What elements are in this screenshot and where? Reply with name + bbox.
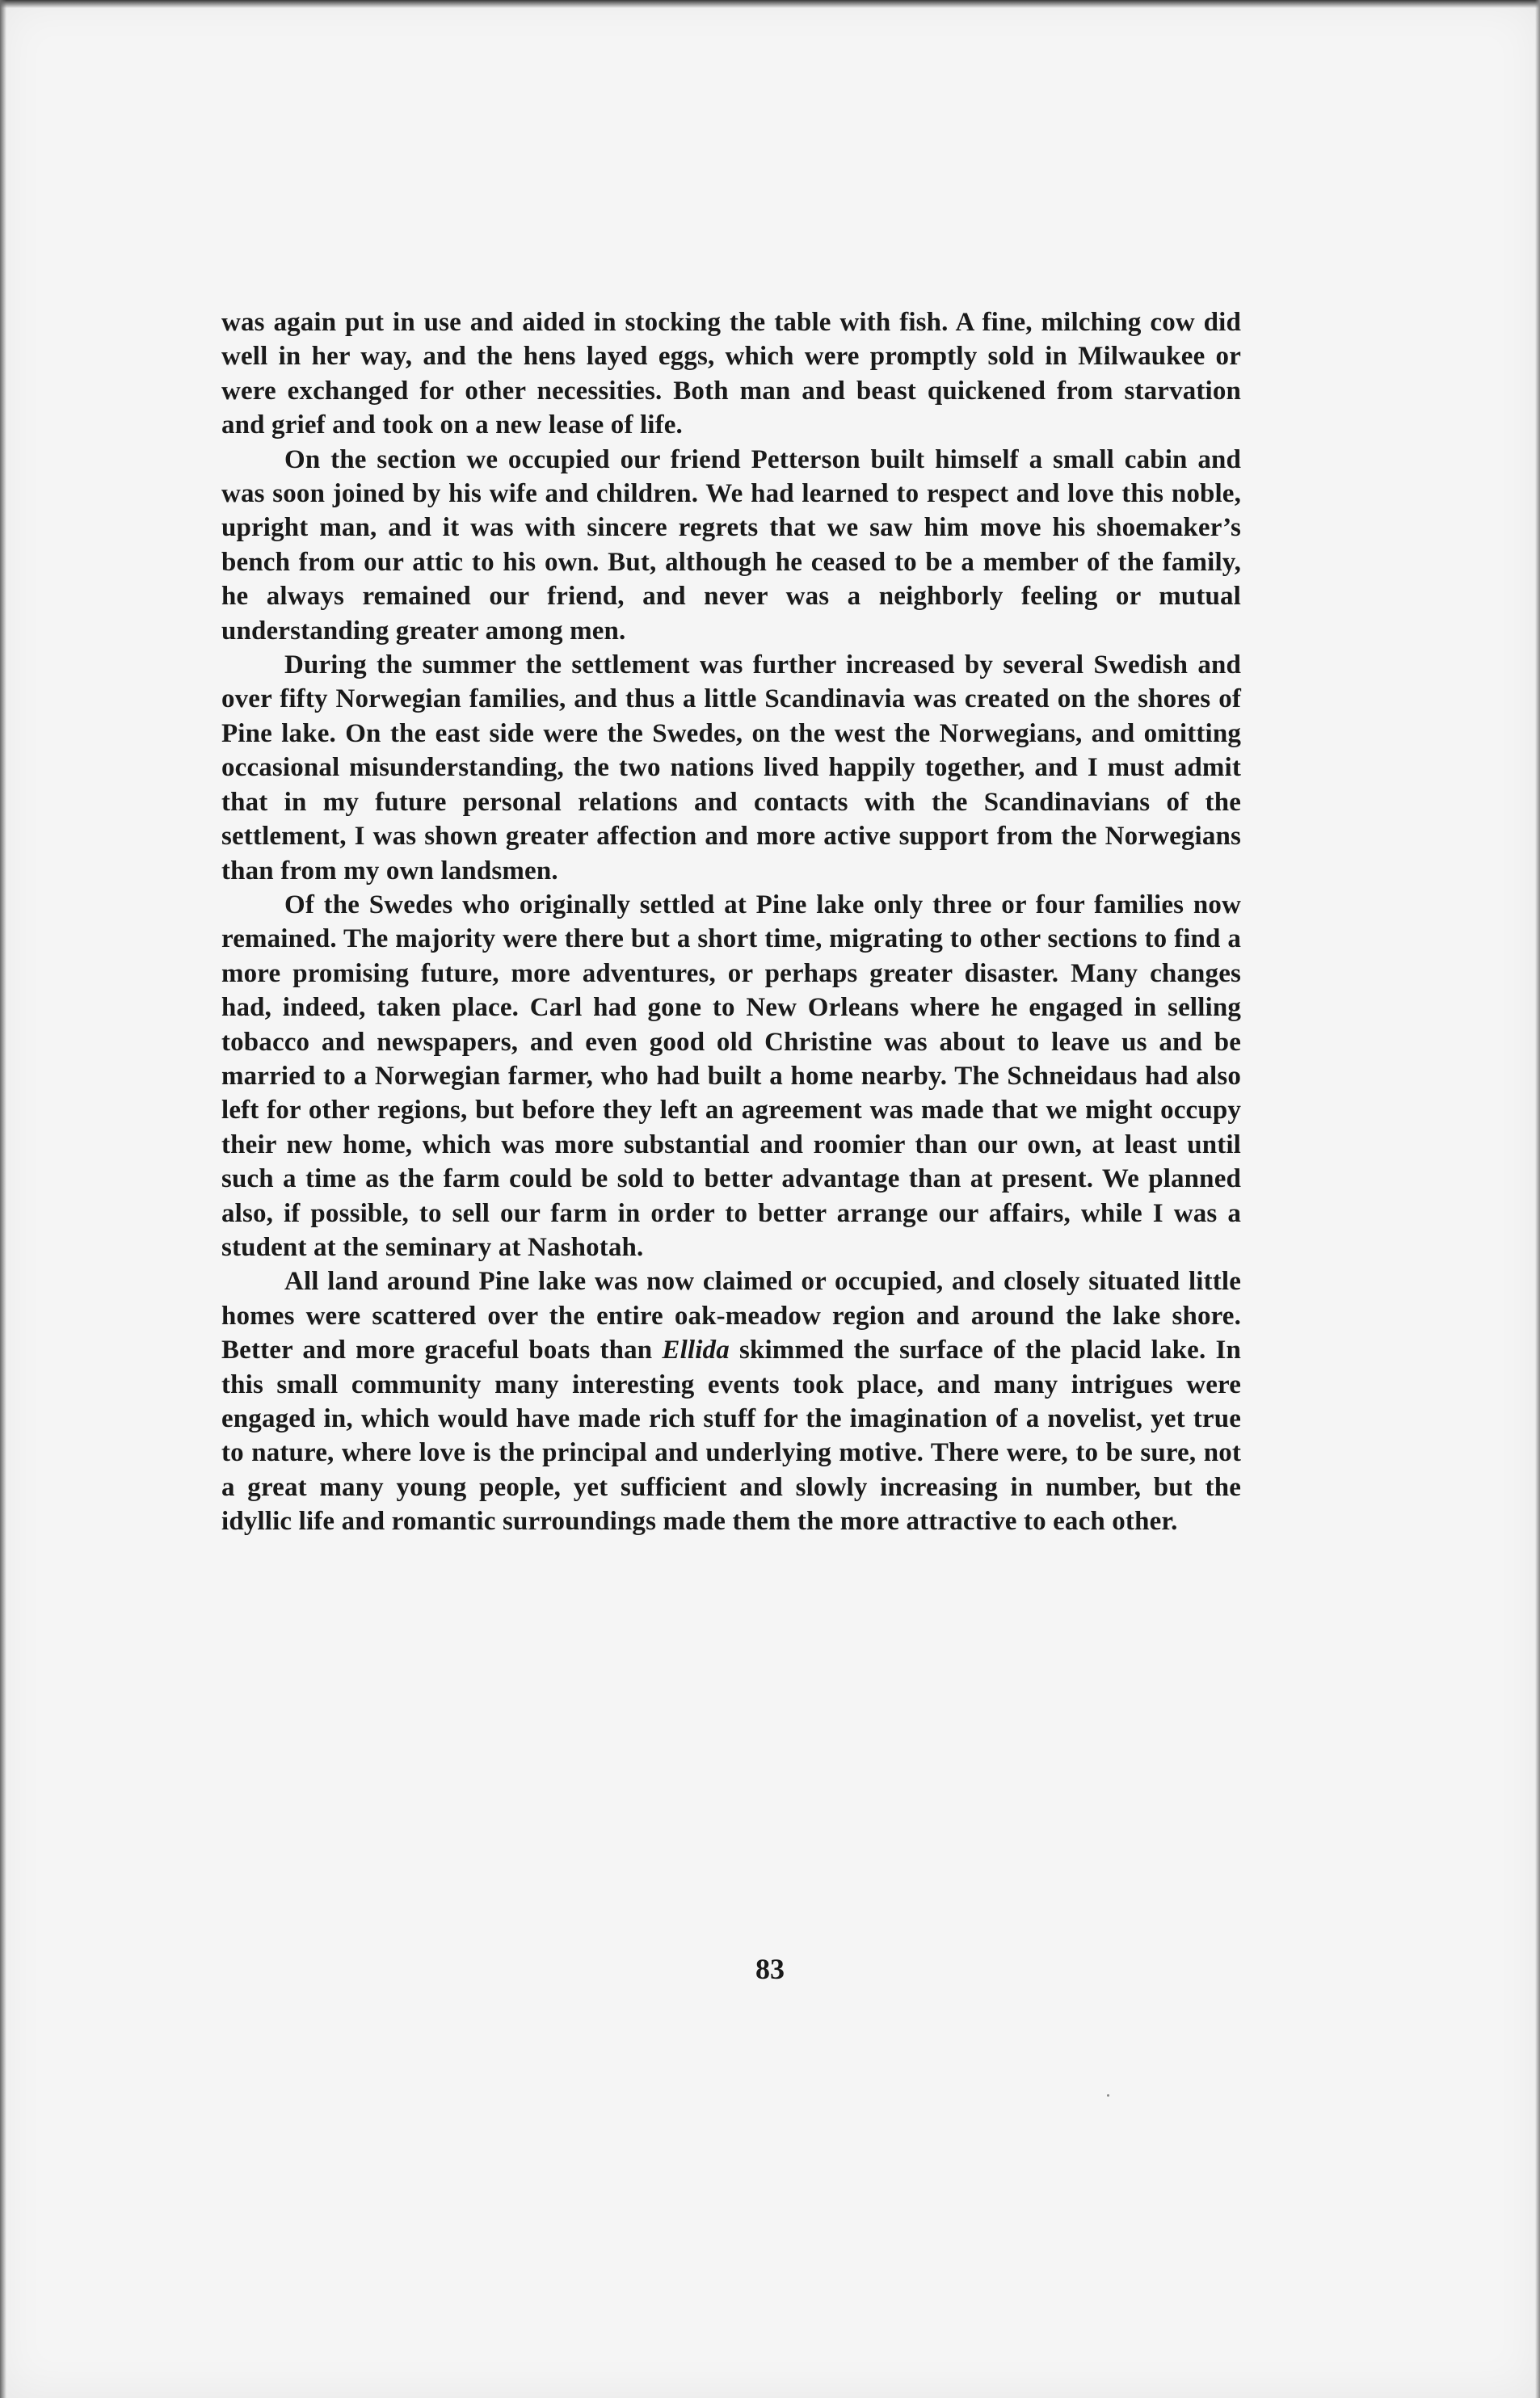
top-edge-shadow xyxy=(0,0,1540,8)
paragraph-4: Of the Swedes who originally settled at Pine lake only three or four families now remained. The majority were there but a short time, migrating to other sections to find a more promising future, more adventures, or perhaps greater disaster. Many changes had, indeed, taken place. Carl had gone to New Orleans where he engaged in selling tobacco and newspapers, and even good old Christine was about to leave us and be married to a Norwegian farmer, who had built a home nearby. The Schneidaus had also left for other regions, but before they left an agreement was made that we might occupy their new home, which was more substantial and roomier than our own, at least until such a time as the farm could be sold to better advantage than at present. We planned also, if possible, to sell our farm in order to better arrange our affairs, while I was a student at the seminary at Nashotah. xyxy=(221,890,1241,1262)
left-edge-shadow xyxy=(0,0,6,2398)
paragraph-5 xyxy=(221,1264,1241,1538)
page-number: 83 xyxy=(755,1953,785,1985)
paragraph-2: On the section we occupied our friend Petterson built himself a small cabin and was soon joined by his wife and children. We had learned to respect and love this noble, upright man, and it was with sincere regrets that we saw him move his shoemaker’s bench from our attic to his own. But, although he ceased to be a member of the family, he always remained our friend, and never was a neighborly feeling or mutual understanding greater among men. xyxy=(221,444,1241,646)
paragraph-1: was again put in use and aided in stocking the table with fish. A fine, milching cow did well in her way, and the hens layed eggs, which were promptly sold in Milwaukee or were exchanged for other necessities. Both man and beast quickened from starvation and grief and took on a new lease of life. xyxy=(221,308,1241,440)
paragraph-3: During the summer the settlement was further increased by several Swedish and over fifty Norwegian families, and thus a little Scandinavia was created on the shores of Pine lake. On the east side were the Swedes, on the west the Norwegians, and omitting occasional misunderstanding, the two nations lived happily together, and I must admit that in my future personal relations and contacts with the Scandinavians of the settlement, I was shown greater affection and more active support from the Norwegians than from my own landsmen. xyxy=(221,650,1241,886)
boat-name-italic: Ellida xyxy=(662,1336,730,1365)
right-edge-shadow xyxy=(1535,0,1540,2398)
paper-speck xyxy=(1107,2094,1109,2097)
paragraph-5-after: skimmed the surface of the placid lake. In this small community many interesting events took place, and many intrigues were engaged in, which would have made rich stuff for the imagination of a novelist, yet true to nature, where love is the principal and underlying motive. There were, to be sure, not a great many young people, yet sufficient and slowly increasing in number, but the idyllic life and romantic surroundings made them the more attractive to each other. xyxy=(221,1336,1241,1537)
paragraph-5-before: All land around Pine lake was now claimed or occupied, and closely situated little homes were scattered over the entire oak-meadow region and around the lake shore. Better and more graceful boats than xyxy=(221,1267,1241,1365)
body-text xyxy=(221,305,1241,1539)
